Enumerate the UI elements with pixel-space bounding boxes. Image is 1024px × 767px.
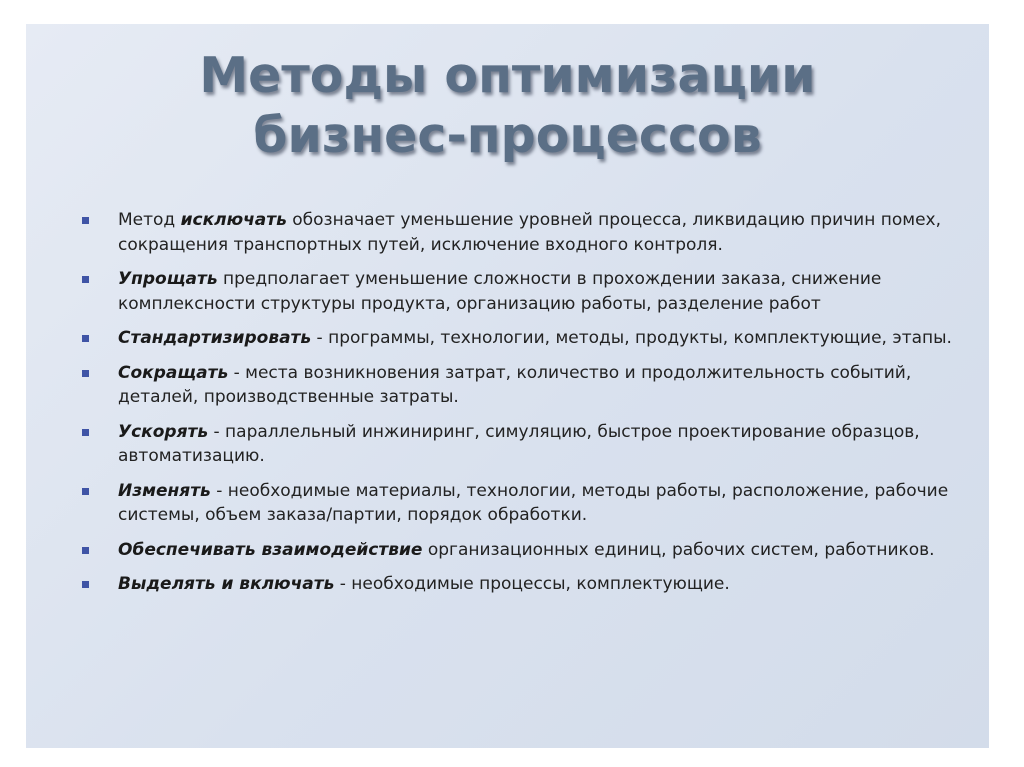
- item-text: - необходимые процессы, комплектующие.: [334, 574, 730, 594]
- item-text: - необходимые материалы, технологии, методы работы, расположение, рабочие системы, объем заказа/партии, порядок обработки.: [118, 480, 949, 525]
- item-text: организационных единиц, рабочих систем, работников.: [422, 539, 935, 560]
- item-keyword: Изменять: [118, 480, 211, 501]
- list-item-reduce: [82, 361, 962, 410]
- item-text: - параллельный инжиниринг, симуляцию, быстрое проектирование образцов, автоматизацию.: [118, 421, 920, 466]
- item-text: предполагает уменьшение сложности в прохождении заказа, снижение комплексности структуры продукта, организацию работы, разделение работ: [118, 269, 882, 314]
- list-item-ensure-interaction: [82, 538, 962, 563]
- square-bullet-icon: [82, 547, 89, 554]
- square-bullet-icon: [82, 581, 89, 588]
- item-keyword: Упрощать: [118, 269, 218, 289]
- item-keyword: Выделять и включать: [118, 574, 335, 594]
- list-item-accelerate: [82, 420, 962, 469]
- item-text: обозначает уменьшение уровней процесса, ликвидацию причин помех, сокращения транспортных путей, исключение входного контроля.: [118, 210, 941, 255]
- list-item-standardize: [82, 326, 962, 351]
- item-keyword: Сокращать: [118, 362, 229, 383]
- square-bullet-icon: [82, 335, 89, 342]
- title-line-1: Методы оптимизации: [199, 47, 816, 104]
- square-bullet-icon: [82, 370, 89, 377]
- item-keyword: Стандартизировать: [118, 328, 312, 348]
- methods-list: [82, 208, 962, 607]
- item-keyword: Ускорять: [118, 421, 209, 442]
- item-text: - программы, технологии, методы, продукты, комплектующие, этапы.: [311, 328, 952, 348]
- square-bullet-icon: [82, 429, 89, 436]
- list-item-separate-include: [82, 572, 962, 597]
- item-keyword: Обеспечивать взаимодействие: [118, 539, 423, 560]
- list-item-simplify: [82, 267, 962, 316]
- item-text: - места возникновения затрат, количество и продолжительность событий, деталей, производственные затраты.: [118, 362, 912, 407]
- slide: [26, 24, 989, 748]
- title-line-2: бизнес-процессов: [253, 107, 762, 164]
- square-bullet-icon: [82, 488, 89, 495]
- square-bullet-icon: [82, 276, 89, 283]
- item-keyword: исключать: [180, 210, 287, 230]
- square-bullet-icon: [82, 217, 89, 224]
- item-prefix: Метод: [118, 210, 181, 230]
- list-item-exclude: [82, 208, 962, 257]
- list-item-change: [82, 479, 962, 528]
- slide-title: [26, 46, 989, 166]
